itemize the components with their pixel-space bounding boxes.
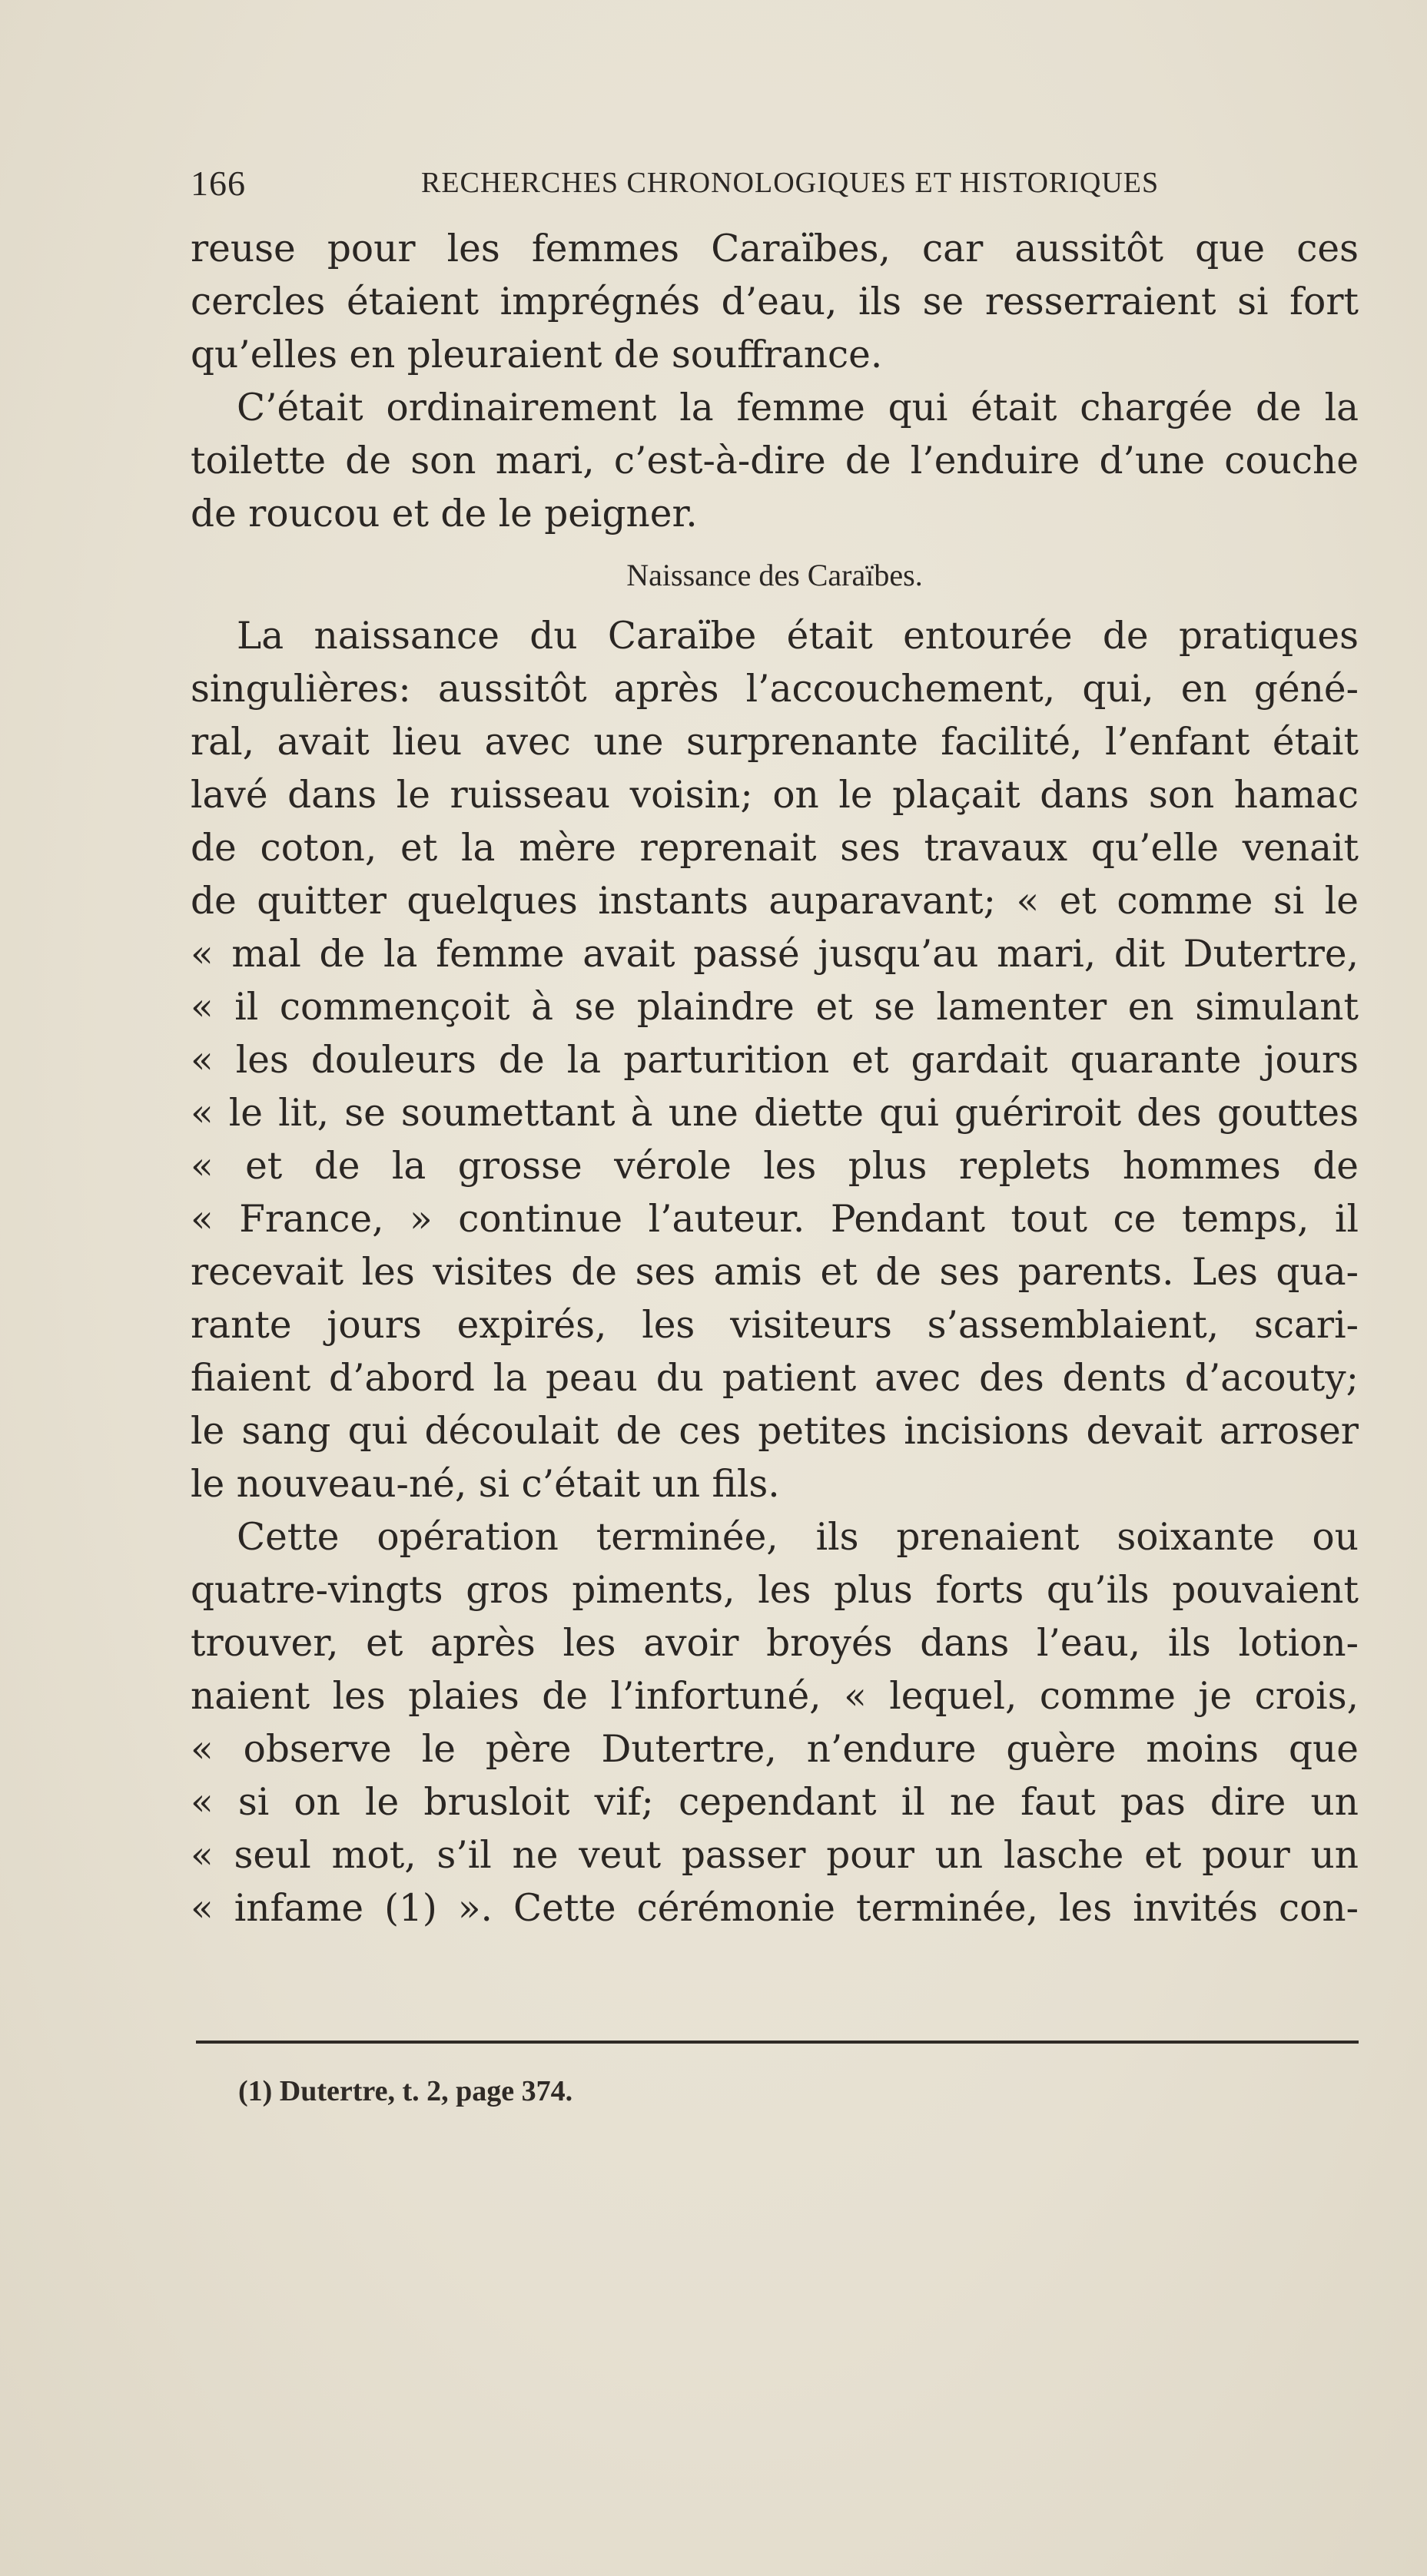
text-line: naient les plaies de l’infortuné, « lequel, comme je crois, [191, 1675, 1359, 1718]
text-line: rante jours expirés, les visiteurs s’assemblaient, scari- [191, 1304, 1359, 1347]
text-line: « infame (1) ». Cette cérémonie terminée, les invités con- [191, 1887, 1359, 1930]
text-line: toilette de son mari, c’est-à-dire de l’enduire d’une couche [191, 439, 1359, 482]
text-line: « observe le père Dutertre, n’endure guère moins que [191, 1728, 1359, 1771]
text-line: trouver, et après les avoir broyés dans l’eau, ils lotion- [191, 1622, 1359, 1665]
text-line: le sang qui découlait de ces petites incisions devait arroser [191, 1410, 1359, 1453]
text-line: « les douleurs de la parturition et gardait quarante jours [191, 1039, 1359, 1082]
text-line: de coton, et la mère reprenait ses travaux qu’elle venait [191, 827, 1359, 870]
page-header [191, 163, 1359, 209]
body-text [191, 223, 1359, 1935]
text-line: le nouveau-né, si c’était un fils. [191, 1463, 780, 1506]
footnote: (1) Dutertre, t. 2, page 374. [238, 2075, 573, 2107]
text-line: cercles étaient imprégnés d’eau, ils se resserraient si fort [191, 280, 1359, 323]
running-title: RECHERCHES CHRONOLOGIQUES ET HISTORIQUES [421, 167, 1160, 199]
text-line: « France, » continue l’auteur. Pendant tout ce temps, il [191, 1198, 1359, 1241]
text-line: « si on le brusloit vif; cependant il ne faut pas dire un [191, 1781, 1359, 1824]
text-line: C’était ordinairement la femme qui était chargée de la [237, 386, 1359, 429]
text-line: « seul mot, s’il ne veut passer pour un lasche et pour un [191, 1834, 1359, 1877]
text-line: ral, avait lieu avec une surprenante facilité, l’enfant était [191, 721, 1359, 764]
text-line: « le lit, se soumettant à une diette qui guériroit des gouttes [191, 1092, 1359, 1135]
text-line: lavé dans le ruisseau voisin; on le plaçait dans son hamac [191, 774, 1359, 817]
text-line: fiaient d’abord la peau du patient avec des dents d’acouty; [191, 1357, 1359, 1400]
text-line: quatre-vingts gros piments, les plus forts qu’ils pouvaient [191, 1569, 1359, 1612]
footnote-rule [196, 2041, 1359, 2044]
text-line: « mal de la femme avait passé jusqu’au mari, dit Dutertre, [191, 933, 1359, 976]
text-line: de quitter quelques instants auparavant; « et comme si le [191, 880, 1359, 923]
text-line: « et de la grosse vérole les plus replets hommes de [191, 1145, 1359, 1188]
text-line: La naissance du Caraïbe était entourée de pratiques [237, 615, 1359, 658]
page-number: 166 [191, 164, 246, 203]
text-line: de roucou et de le peigner. [191, 492, 698, 535]
section-title: Naissance des Caraïbes. [626, 558, 923, 592]
text-line: Cette opération terminée, ils prenaient soixante ou [237, 1516, 1359, 1559]
text-line: recevait les visites de ses amis et de ses parents. Les qua- [191, 1251, 1359, 1294]
text-line: singulières: aussitôt après l’accouchement, qui, en géné- [191, 668, 1359, 711]
text-line: reuse pour les femmes Caraïbes, car aussitôt que ces [191, 227, 1359, 270]
text-line: « il commençoit à se plaindre et se lamenter en simulant [191, 986, 1359, 1029]
text-line: qu’elles en pleuraient de souffrance. [191, 333, 883, 376]
